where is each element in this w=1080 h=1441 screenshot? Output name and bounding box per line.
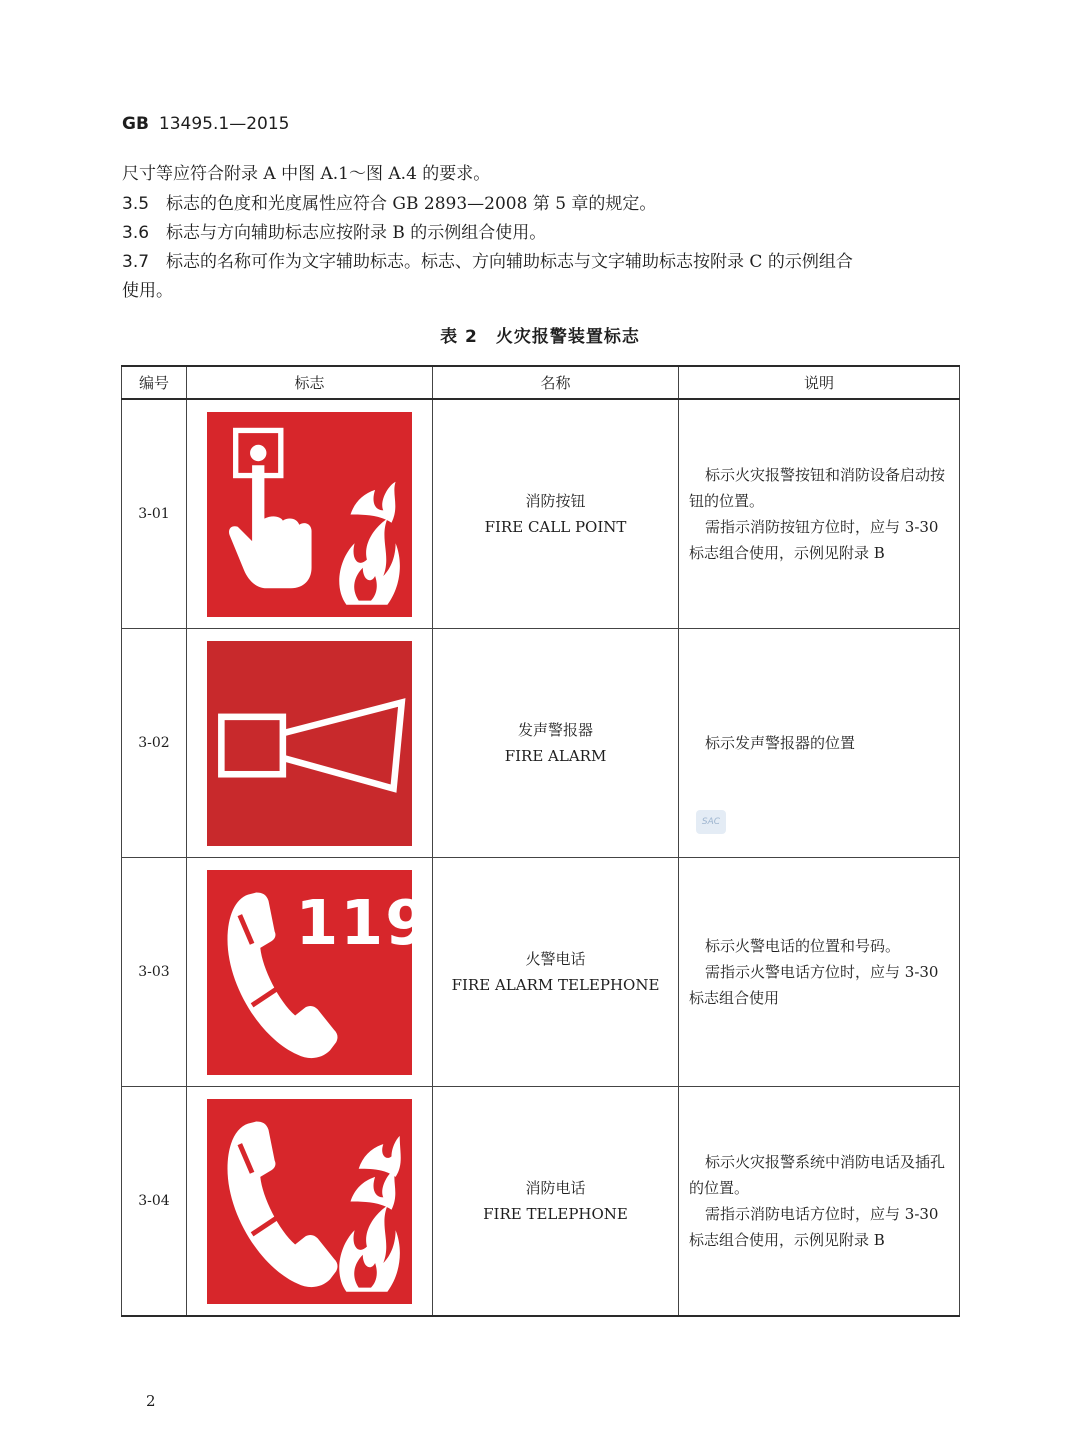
sign-description: 标示火警电话的位置和号码。 (705, 937, 901, 955)
sign-name-en: FIRE TELEPHONE (483, 1205, 628, 1223)
table-row (122, 399, 960, 629)
fire-telephone-sign-icon (207, 1099, 412, 1304)
emergency-number: 119 (295, 886, 431, 959)
sign-name-en: FIRE CALL POINT (484, 518, 627, 536)
fire-alarm-sign-icon (207, 641, 412, 846)
sign-name-en: FIRE ALARM TELEPHONE (451, 976, 660, 994)
sign-name-cn: 发声警报器 (517, 721, 593, 739)
fire-alarm-signs-table (121, 365, 960, 1317)
sign-description: 标示火灾报警系统中消防电话及插孔的位置。 (689, 1153, 946, 1197)
column-header-code: 编号 (122, 366, 187, 399)
table-row (122, 858, 960, 1087)
standard-prefix: GB (122, 114, 149, 134)
paragraph-3-5: 3.5 标志的色度和光度属性应符合 GB 2893—2008 第 5 章的规定。 (122, 194, 657, 214)
sign-name-cn: 消防电话 (525, 1179, 586, 1197)
table-row (122, 629, 960, 858)
column-header-name: 名称 (433, 366, 679, 399)
sac-watermark: SAC (696, 810, 726, 834)
sign-description: 标示发声警报器的位置 (705, 734, 856, 752)
sign-name-cn: 火警电话 (525, 950, 586, 968)
sign-description: 需指示火警电话方位时，应与 3-30 标志组合使用 (689, 963, 939, 1007)
sign-description: 需指示消防按钮方位时，应与 3-30 标志组合使用，示例见附录 B (689, 518, 939, 562)
table-title: 表 2 火灾报警装置标志 (440, 327, 640, 347)
column-header-description: 说明 (679, 366, 960, 399)
column-header-sign: 标志 (187, 366, 433, 399)
paragraph-3-6: 3.6 标志与方向辅助标志应按附录 B 的示例组合使用。 (122, 223, 547, 243)
sign-description: 标示火灾报警按钮和消防设备启动按钮的位置。 (689, 466, 946, 510)
sign-code: 3-01 (122, 399, 187, 629)
paragraph-3-7-cont: 使用。 (122, 281, 173, 301)
page-number: 2 (146, 1392, 156, 1410)
fire-alarm-telephone-sign-icon (207, 870, 431, 1075)
sign-name-cn: 消防按钮 (525, 492, 586, 510)
table-header-row (122, 366, 960, 399)
sign-description: 需指示消防电话方位时，应与 3-30 标志组合使用，示例见附录 B (689, 1205, 939, 1249)
paragraph-3-7: 3.7 标志的名称可作为文字辅助标志。标志、方向辅助标志与文字辅助标志按附录 C 的示例组合 (122, 252, 853, 272)
fire-call-point-sign-icon (207, 412, 412, 617)
sign-name-en: FIRE ALARM (504, 747, 607, 765)
table-row (122, 1087, 960, 1317)
standard-header (122, 114, 290, 134)
sign-code: 3-04 (122, 1087, 187, 1317)
sign-code: 3-02 (122, 629, 187, 858)
standard-number: 13495.1—2015 (158, 114, 290, 134)
sign-code: 3-03 (122, 858, 187, 1087)
paragraph-continuation: 尺寸等应符合附录 A 中图 A.1～图 A.4 的要求。 (122, 164, 491, 184)
